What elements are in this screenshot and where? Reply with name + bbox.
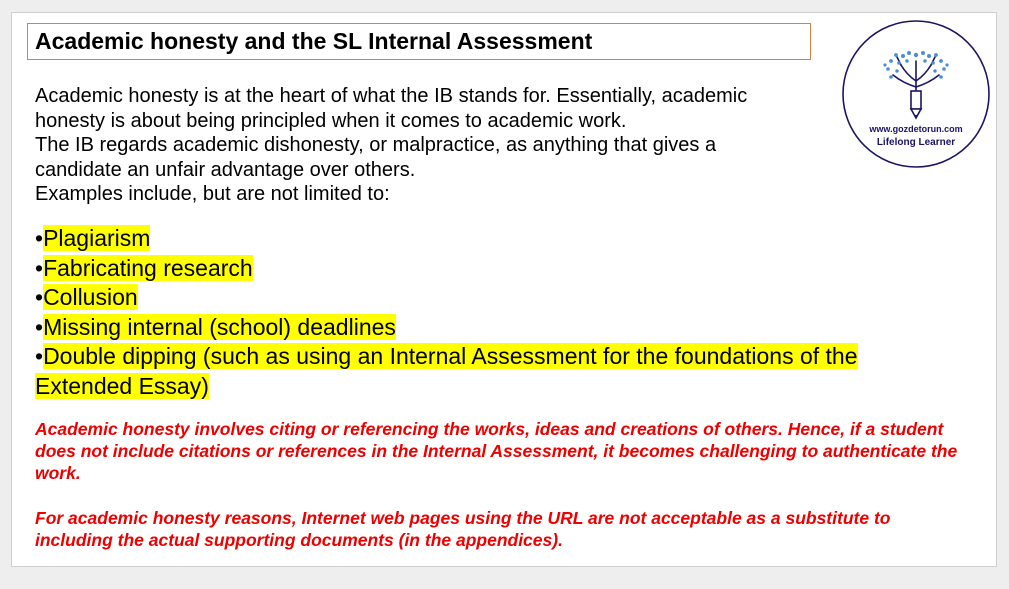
bullet-text-collusion: Collusion (43, 284, 138, 310)
url-note: For academic honesty reasons, Internet web pages using the URL are not acceptable as a substitute to including the actual supporting documents (in the appendices). (35, 508, 891, 550)
list-item (35, 283, 935, 313)
citation-note: Academic honesty involves citing or referencing the works, ideas and creations of others. Hence, if a student does not include citations or references in the Internal Assessment, it becomes challenging to authenticate the work. (35, 419, 958, 483)
logo-url: www.gozdetorun.com (869, 124, 963, 134)
bullet-marker: • (35, 284, 44, 310)
intro-text (35, 84, 795, 207)
logo-tagline: Lifelong Learner (876, 137, 956, 148)
intro-paragraph-1: Academic honesty is at the heart of what the IB stands for. Essentially, academic honesty is about being principled when it comes to academic work. (35, 85, 748, 132)
slide (11, 12, 997, 567)
list-item (35, 313, 935, 343)
list-item (35, 254, 935, 284)
bullet-text-double-dipping: Double dipping (such as using an Internal Assessment for the foundations of the Extended Essay) (35, 343, 858, 399)
bullet-text-fabricating-research: Fabricating research (43, 254, 253, 281)
slide-title: Academic honesty and the SL Internal Assessment (27, 23, 811, 60)
bullet-text-missing-deadlines: Missing internal (school) deadlines (43, 313, 396, 340)
intro-paragraph-3: Examples include, but are not limited to: (35, 183, 390, 205)
list-item (35, 342, 935, 401)
bullet-marker: • (35, 225, 44, 251)
list-item (35, 224, 935, 254)
bullet-text-plagiarism: Plagiarism (43, 225, 151, 251)
examples-list (35, 224, 935, 401)
bullet-marker: • (35, 343, 44, 369)
logo (841, 19, 991, 169)
bullet-marker: • (35, 254, 44, 281)
bullet-marker: • (35, 313, 44, 340)
intro-paragraph-2: The IB regards academic dishonesty, or malpractice, as anything that gives a candidate an unfair advantage over others. (35, 134, 717, 181)
